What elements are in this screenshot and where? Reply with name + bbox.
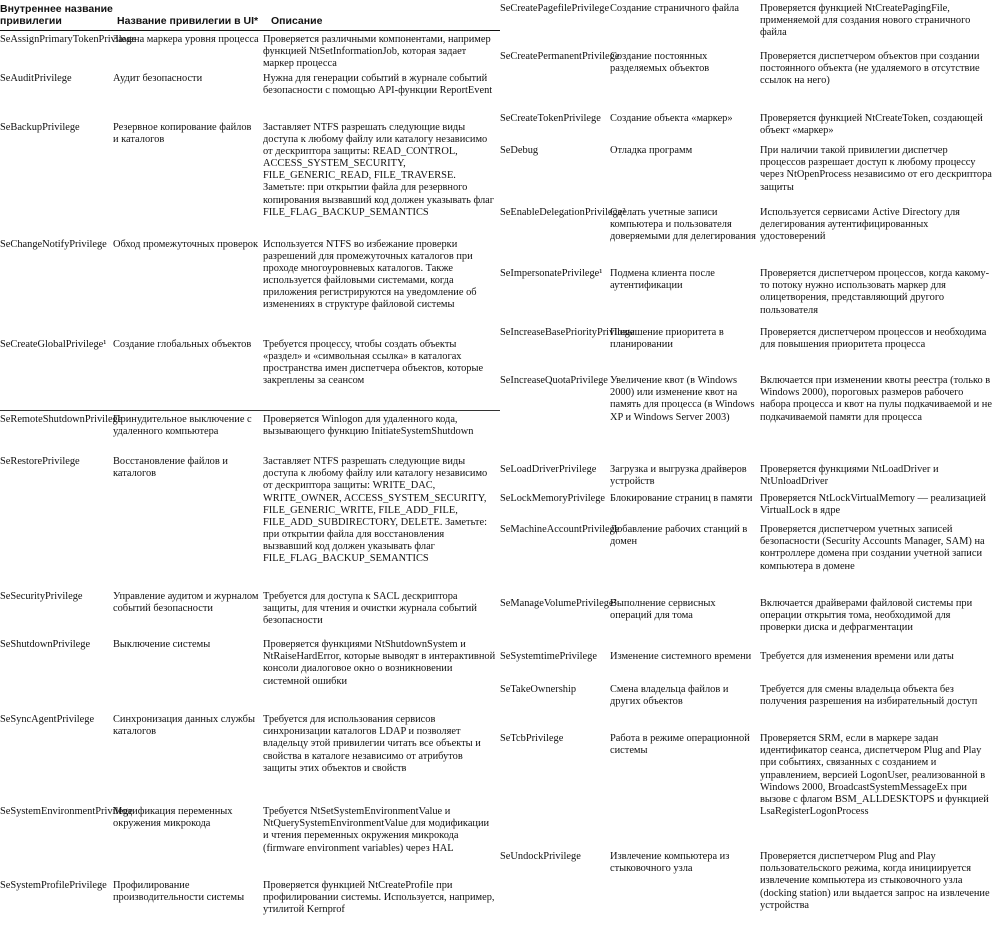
privilege-internal-name: SeCreatePagefilePrivilege	[500, 3, 610, 14]
privilege-description: Проверяется функциями NtLoadDriver и NtUnloadDriver	[760, 464, 939, 488]
privilege-internal-name: SeTcbPrivilege	[500, 733, 564, 744]
privilege-ui-name: Изменение системного времени	[610, 651, 752, 662]
table-row	[500, 848, 996, 929]
privilege-internal-name: SeRemoteShutdownPrivilege	[0, 414, 123, 425]
privilege-description: Проверяется диспетчером учетных записей безопасности (Security Accounts Manager, SAM) на контроллере домена при создании учетной записи компьютера в домене	[760, 524, 985, 572]
privilege-internal-name: SeSystemProfilePrivilege	[0, 880, 107, 891]
privilege-ui-name: Создание постоянных разделяемых объектов	[610, 51, 710, 75]
privilege-internal-name: SeImpersonatePrivilege¹	[500, 268, 603, 279]
privilege-internal-name: SeCreateGlobalPrivilege¹	[0, 338, 107, 350]
privilege-ui-name: Создание глобальных объектов	[113, 338, 252, 350]
privilege-ui-name: Отладка программ	[610, 145, 693, 156]
privilege-description: Проверяется диспетчером процессов и необходима для повышения приоритета процесса	[760, 327, 987, 351]
table-row	[0, 31, 500, 70]
section-divider	[0, 402, 500, 411]
table-row	[0, 236, 500, 336]
privilege-internal-name: SeAuditPrivilege	[0, 72, 72, 84]
privilege-ui-name: Модификация переменных окружения микрокода	[113, 806, 233, 830]
privilege-description: Требуется процессу, чтобы создать объекты «раздел» и «символьная ссылка» в каталогах пространства имен диспетчера объектов, которые закреплены за сеансом	[263, 338, 484, 387]
privilege-ui-name: Выполнение сервисных операций для тома	[610, 598, 716, 622]
table-header	[0, 0, 500, 31]
privilege-internal-name: SeCreatePermanentPrivilege	[500, 51, 620, 62]
privilege-description: Проверяется диспетчером Plug and Play пользовательского режима, когда инициируется извлечение компьютера из стыковочного узла (docking station) или выдается запрос на извлечение устройства	[760, 851, 990, 911]
privilege-description: Проверяется различными компонентами, например функцией NtSetInformationJob, которая задает маркер процесса	[263, 33, 491, 69]
table-row	[0, 70, 500, 119]
privilege-ui-name: Увеличение квот (в Windows 2000) или изменение квот на память для процесса (в Windows XP и Windows Server 2003)	[610, 375, 755, 423]
privilege-internal-name: SeLoadDriverPrivilege	[500, 464, 597, 475]
table-row	[500, 461, 996, 490]
table-row	[0, 588, 500, 636]
privilege-ui-name: Повышение приоритета в планировании	[610, 327, 724, 351]
privilege-internal-name: SeShutdownPrivilege	[0, 639, 91, 650]
privilege-description: Заставляет NTFS разрешать следующие виды доступа к любому файлу или каталогу независимо от дескриптора защиты: WRITE_DAC, WRITE_OWNER, ACCESS_SYSTEM_SECURITY, FILE_GENERIC_WRITE, FILE_ADD_FILE, FILE_ADD_SUBDIRECTORY, DELETE. Заметьте: при открытии файла для восстановления вызвавший код должен указывать флаг FILE_FLAG_BACKUP_SEMANTICS	[263, 456, 488, 565]
header-description: Описание	[271, 14, 323, 27]
table-row	[0, 636, 500, 711]
table-row	[500, 204, 996, 265]
privilege-description: Требуется для изменения времени или даты	[760, 651, 954, 662]
table-row	[500, 681, 996, 730]
table-row	[500, 521, 996, 595]
privilege-description: Нужна для генерации событий в журнале событий безопасности с помощью API-функции ReportEvent	[263, 72, 493, 96]
privilege-description: Проверяется Winlogon для удаленного кода, вызывающего функцию InitiateSystemShutdown	[263, 414, 474, 438]
table-row	[500, 48, 996, 110]
left-column	[0, 0, 500, 389]
privilege-ui-name: Сделать учетные записи компьютера и пользователя доверяемыми для делегирования	[610, 207, 756, 243]
privilege-internal-name: SeSyncAgentPrivilege	[0, 714, 95, 725]
header-ui-name: Название привилегии в UI*	[117, 14, 259, 27]
header-internal-name: Внутреннее название привилегии	[0, 3, 113, 27]
table-row	[500, 648, 996, 681]
left-table-body	[0, 31, 500, 389]
privilege-ui-name: Добавление рабочих станций в домен	[610, 524, 748, 548]
privilege-description: Проверяется функцией NtCreateProfile при профилировании системы. Используется, например, утилитой Kernprof	[263, 880, 495, 916]
privilege-internal-name: SeSystemtimePrivilege	[500, 651, 597, 662]
privilege-ui-name: Управление аудитом и журналом событий безопасности	[113, 591, 259, 615]
table-row	[0, 119, 500, 236]
privilege-internal-name: SeTakeOwnership	[500, 684, 577, 695]
table-row	[0, 453, 500, 588]
privilege-ui-name: Резервное копирование файлов и каталогов	[113, 121, 252, 145]
privilege-internal-name: SeLockMemoryPrivilege	[500, 493, 606, 504]
privilege-description: Проверяется функцией NtCreatePagingFile, применяемой для создания нового страничного файла	[760, 3, 971, 39]
privilege-description: Заставляет NTFS разрешать следующие виды доступа к любому файлу или каталогу независимо от дескриптора защиты: READ_CONTROL, ACCESS_SYSTEM_SECURITY, FILE_GENERIC_READ, FILE_TRAVERSE. Заметьте: при открытии файла для резервного копирования вызвавший код должен указывать флаг FILE_FLAG_BACKUP_SEMANTICS	[263, 121, 495, 218]
right-column	[500, 0, 996, 929]
privilege-internal-name: SeMachineAccountPrivilege	[500, 524, 620, 535]
table-row	[500, 372, 996, 461]
left-lower-table	[0, 402, 500, 926]
privilege-description: Требуется для доступа к SACL дескриптора защиты, для чтения и очистки журнала событий безопасности	[263, 591, 477, 627]
table-row	[500, 595, 996, 648]
table-row	[500, 110, 996, 142]
table-row	[0, 803, 500, 877]
privilege-ui-name: Создание объекта «маркер»	[610, 113, 733, 124]
privilege-description: Включается драйверами файловой системы при операции открытия тома, необходимой для проверки диска и дефрагментации	[760, 598, 973, 634]
table-row	[500, 142, 996, 204]
privilege-description: Проверяется функцией NtCreateToken, создающей объект «маркер»	[760, 113, 983, 137]
table-row	[0, 877, 500, 926]
privilege-internal-name: SeCreateTokenPrivilege	[500, 113, 601, 124]
table-row	[0, 411, 500, 453]
privilege-description: Требуется для использования сервисов синхронизации каталогов LDAP и позволяет владельцу этой привилегии читать все объекты и свойства в каталоге независимо от атрибутов защиты этих объектов и свойств	[263, 714, 481, 774]
privilege-internal-name: SeIncreaseBasePriorityPrivilege	[500, 327, 635, 338]
table-row	[500, 0, 996, 48]
privilege-ui-name: Извлечение компьютера из стыковочного узла	[610, 851, 730, 875]
privilege-ui-name: Выключение системы	[113, 639, 211, 650]
privilege-internal-name: SeManageVolumePrivilege²	[500, 598, 617, 609]
privilege-description: Требуется NtSetSystemEnvironmentValue и NtQuerySystemEnvironmentValue для модификации и чтения переменных окружения микрокода (firmware environment variables) через HAL	[263, 806, 490, 854]
right-table-body	[500, 0, 996, 929]
privilege-internal-name: SeEnableDelegationPrivilege²	[500, 207, 626, 218]
privilege-internal-name: SeAssignPrimaryTokenPrivilege	[0, 33, 137, 45]
privilege-internal-name: SeUndockPrivilege	[500, 851, 581, 862]
privilege-internal-name: SeSecurityPrivilege	[0, 591, 83, 602]
privilege-internal-name: SeBackupPrivilege	[0, 121, 80, 133]
privilege-internal-name: SeDebug	[500, 145, 539, 156]
privilege-ui-name: Профилирование производительности системы	[113, 880, 245, 904]
privilege-ui-name: Замена маркера уровня процесса	[113, 33, 259, 45]
privilege-ui-name: Работа в режиме операционной системы	[610, 733, 750, 757]
privilege-ui-name: Принудительное выключение с удаленного компьютера	[113, 414, 252, 438]
table-row	[0, 336, 500, 389]
privilege-ui-name: Смена владельца файлов и других объектов	[610, 684, 729, 708]
privilege-description: Проверяется функциями NtShutdownSystem и NtRaiseHardError, которые выводят в интерактивной консоли диалоговое окно о возникновении системной ошибки	[263, 639, 496, 687]
privilege-internal-name: SeIncreaseQuotaPrivilege	[500, 375, 608, 386]
privilege-description: Проверяется SRM, если в маркере задан идентификатор сеанса, диспетчером Plug and Play при событиях, связанных с созданием и управлением, версией LogonUser, реализованной в Windows 2000, BroadcastSystemMessageEx при вызове с флагом BSM_ALLDESKTOPS и функцией LsaRegisterLogonProcess	[760, 733, 989, 818]
privilege-ui-name: Аудит безопасности	[113, 72, 203, 84]
privilege-ui-name: Блокирование страниц в памяти	[610, 493, 753, 504]
privilege-description: При наличии такой привилегии диспетчер процессов разрешает доступ к любому процессу через NtOpenProcess независимо от его дескриптора защиты	[760, 145, 992, 193]
privilege-description: Используется сервисами Active Directory для делегирования аутентифицированных удостоверений	[760, 207, 960, 243]
table-row	[500, 324, 996, 372]
privilege-internal-name: SeChangeNotifyPrivilege	[0, 238, 107, 250]
table-row	[500, 730, 996, 848]
privilege-internal-name: SeRestorePrivilege	[0, 456, 80, 467]
privilege-ui-name: Обход промежуточных проверок	[113, 238, 259, 250]
privilege-description: Проверяется диспетчером объектов при создании постоянного объекта (не удаляемого в отсутствие ссылок на него)	[760, 51, 980, 87]
privilege-description: Проверяется диспетчером процессов, когда какому-то потоку нужно использовать маркер для олицетворения, представляющий другого пользователя	[760, 268, 990, 316]
privilege-ui-name: Восстановление файлов и каталогов	[113, 456, 228, 480]
privilege-description: Используется NTFS во избежание проверки разрешений для промежуточных каталогов при проходе многоуровневых каталогов. Также используется файловыми системами, когда приложения регистрируются на уведомление об изменениях в структуре файловой системы	[263, 238, 477, 311]
table-row	[500, 265, 996, 324]
privilege-description: Проверяется NtLockVirtualMemory — реализацией VirtualLock в ядре	[760, 493, 986, 517]
privilege-internal-name: SeSystemEnvironmentPrivilege	[0, 806, 133, 817]
privilege-ui-name: Загрузка и выгрузка драйверов устройств	[610, 464, 747, 488]
privilege-ui-name: Создание страничного файла	[610, 3, 739, 14]
privilege-description: Включается при изменении квоты реестра (только в Windows 2000), пороговых размеров рабочего набора процесса и квот на пулы подкачиваемой и не подкачиваемой памяти для процесса	[760, 375, 992, 423]
privilege-ui-name: Подмена клиента после аутентификации	[610, 268, 715, 292]
left-lower-table-body	[0, 411, 500, 926]
table-row	[500, 490, 996, 521]
privilege-description: Требуется для смены владельца объекта без получения разрешения на избирательный доступ	[760, 684, 978, 708]
privilege-ui-name: Синхронизация данных службы каталогов	[113, 714, 255, 738]
table-row	[0, 711, 500, 803]
